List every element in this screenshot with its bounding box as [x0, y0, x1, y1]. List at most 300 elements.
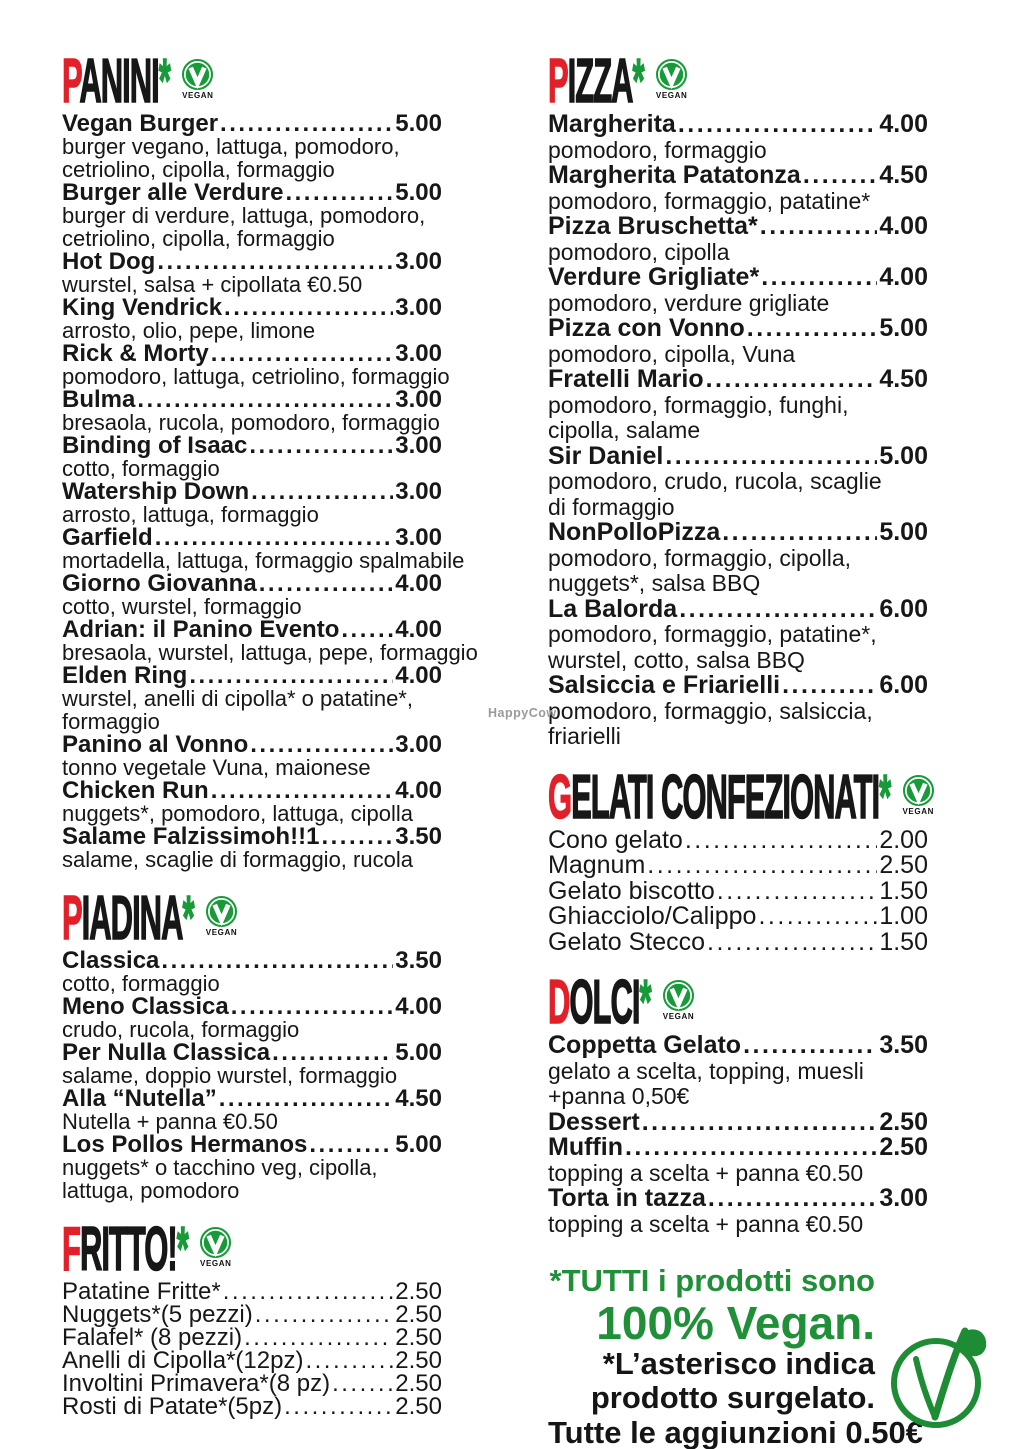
- menu-item: [62, 1395, 492, 1418]
- item-description-line: mortadella, lattuga, formaggio spalmabile: [62, 548, 465, 573]
- menu-section-piadina: [62, 884, 492, 1203]
- dot-leader: [803, 163, 877, 189]
- item-name: Adrian: il Panino Evento: [62, 616, 340, 643]
- item-description: [62, 319, 492, 342]
- item-price: 2.50: [395, 1278, 442, 1305]
- item-description: [548, 699, 988, 750]
- menu-section-fritto: [62, 1215, 492, 1420]
- dot-leader: [782, 673, 877, 699]
- menu-item: [62, 779, 492, 825]
- item-description-line: wurstel, anelli di cipolla* o patatine*,: [62, 686, 413, 711]
- item-description: [548, 622, 988, 673]
- item-row: [62, 250, 442, 273]
- item-row: [62, 1087, 442, 1110]
- item-name: Salsiccia e Friarielli: [548, 671, 781, 699]
- vegan-badge-label: VEGAN: [902, 806, 934, 816]
- item-name: Verdure Grigliate*: [548, 263, 760, 291]
- item-row: [62, 1349, 442, 1372]
- section-title-rest: IADINA: [81, 884, 183, 953]
- item-description-line: pomodoro, formaggio: [548, 136, 767, 163]
- item-name: Hot Dog: [62, 248, 156, 275]
- item-price: 3.00: [395, 294, 442, 321]
- item-description-line: burger di verdure, lattuga, pomodoro,: [62, 203, 426, 228]
- item-row: [62, 733, 442, 756]
- dot-leader: [255, 1303, 394, 1326]
- item-price: 5.00: [879, 441, 928, 470]
- item-description-line: pomodoro, verdure grigliate: [548, 289, 830, 316]
- item-name: Coppetta Gelato: [548, 1031, 742, 1059]
- item-description: [62, 972, 492, 995]
- vegan-circle-v-icon: [205, 895, 238, 928]
- dot-leader: [157, 250, 393, 273]
- item-row: [62, 1326, 442, 1349]
- item-description: [62, 1110, 492, 1133]
- menu-item: [62, 995, 492, 1041]
- item-row: [62, 572, 442, 595]
- item-name: Rick & Morty: [62, 340, 209, 367]
- menu-section-panini: [62, 47, 492, 872]
- section-title-rest: ELATI CONFEZIONATI: [571, 762, 880, 832]
- item-row: [548, 1135, 928, 1161]
- section-title-first-letter: D: [548, 968, 570, 1037]
- menu-item: [548, 265, 988, 316]
- dot-leader: [625, 1135, 877, 1161]
- item-description-line: pomodoro, formaggio, patatine*,: [548, 621, 877, 647]
- vegan-leaf-logo-icon: [886, 1321, 990, 1436]
- item-price: 4.00: [395, 993, 442, 1020]
- section-header: [548, 47, 988, 116]
- item-price: 1.50: [879, 927, 928, 956]
- item-price: 5.00: [879, 518, 928, 546]
- section-header: [62, 47, 492, 116]
- item-row: [548, 1186, 928, 1212]
- item-price: 2.50: [395, 1324, 442, 1351]
- section-title: [62, 47, 170, 116]
- item-price: 3.00: [395, 731, 442, 758]
- item-row: [62, 388, 442, 411]
- vegan-badge: [202, 895, 242, 937]
- section-title-asterisk: *: [176, 1215, 188, 1284]
- dot-leader: [678, 112, 878, 138]
- item-description: [62, 365, 492, 388]
- item-description-line: cetriolino, cipolla, formaggio: [62, 226, 335, 251]
- menu-item: [62, 342, 492, 388]
- item-description: [62, 1018, 492, 1041]
- item-price: 3.00: [395, 432, 442, 459]
- item-description: [62, 641, 492, 664]
- item-name: Meno Classica: [62, 993, 229, 1020]
- item-price: 2.50: [395, 1370, 442, 1397]
- menu-item: [548, 594, 988, 674]
- section-title-asterisk: *: [879, 762, 891, 832]
- item-name: Falafel* (8 pezzi): [62, 1324, 243, 1351]
- item-name: King Vendrick: [62, 294, 223, 321]
- item-price: 4.00: [395, 570, 442, 597]
- item-name: Los Pollos Hermanos: [62, 1131, 308, 1158]
- dot-leader: [321, 825, 393, 848]
- item-row: [62, 296, 442, 319]
- item-description-line: pomodoro, lattuga, cetriolino, formaggio: [62, 364, 450, 389]
- item-description: [62, 1064, 492, 1087]
- item-row: [548, 520, 928, 546]
- vegan-badge-label: VEGAN: [200, 1259, 232, 1268]
- item-description: [548, 240, 988, 266]
- vegan-badge-label: VEGAN: [205, 928, 238, 937]
- section-title-asterisk: *: [182, 884, 194, 953]
- item-description-line: pomodoro, crudo, rucola, scaglie: [548, 468, 882, 494]
- menu-section-dolci: [548, 968, 988, 1237]
- dot-leader: [708, 1186, 877, 1212]
- item-description-line: burger vegano, lattuga, pomodoro,: [62, 134, 400, 159]
- section-title-asterisk: *: [632, 47, 644, 116]
- item-description: [548, 291, 988, 317]
- item-row: [62, 995, 442, 1018]
- item-price: 2.50: [879, 1107, 928, 1136]
- menu-item: [62, 1303, 492, 1326]
- dot-leader: [341, 618, 393, 641]
- item-price: 3.00: [879, 1184, 928, 1212]
- item-name: Salame Falzissimoh!!1: [62, 823, 320, 850]
- item-price: 2.50: [879, 851, 928, 879]
- item-description: [548, 1059, 988, 1110]
- item-description-line: nuggets*, pomodoro, lattuga, cipolla: [62, 801, 414, 826]
- item-row: [548, 927, 928, 956]
- item-row: [548, 367, 928, 393]
- item-price: 3.00: [395, 248, 442, 275]
- dot-leader: [717, 879, 878, 905]
- item-price: 4.50: [879, 365, 928, 393]
- item-description: [62, 273, 492, 296]
- item-description-line: formaggio: [62, 709, 160, 734]
- menu-item: [62, 949, 492, 995]
- vegan-badge-label: VEGAN: [655, 91, 688, 100]
- dot-leader: [211, 342, 394, 365]
- menu-section-gelati: [548, 762, 988, 956]
- item-price: 5.00: [395, 1131, 442, 1158]
- dot-leader: [758, 904, 877, 930]
- menu-item: [548, 853, 988, 879]
- item-name: La Balorda: [548, 594, 678, 623]
- item-name: Sir Daniel: [548, 441, 664, 470]
- menu-item: [548, 1033, 988, 1110]
- item-price: 2.50: [395, 1347, 442, 1374]
- item-name: Torta in tazza: [548, 1184, 706, 1212]
- item-description-line: Nutella + panna €0.50: [62, 1109, 278, 1134]
- item-description: [548, 393, 988, 444]
- item-description-line: salame, scaglie di formaggio, rucola: [62, 847, 413, 872]
- item-description-line: friarielli: [548, 723, 621, 749]
- dot-leader: [251, 480, 393, 503]
- menu-item: [62, 664, 492, 733]
- section-items: [62, 112, 492, 871]
- section-title-first-letter: P: [62, 884, 82, 953]
- menu-item: [62, 388, 492, 434]
- item-row: [62, 1372, 442, 1395]
- menu-item: [548, 876, 988, 905]
- dot-leader: [223, 1280, 394, 1303]
- footer-asterisk-note-line1: *L’asterisco indica: [602, 1346, 875, 1381]
- menu-item: [548, 163, 988, 214]
- item-price: 3.50: [395, 823, 442, 850]
- section-header: [548, 968, 988, 1037]
- dot-leader: [219, 1087, 394, 1110]
- section-title-rest: ANINI: [79, 47, 159, 116]
- footer-asterisk-note-line2: prodotto surgelato.: [590, 1380, 875, 1415]
- item-name: Bulma: [62, 386, 136, 413]
- menu-section-pizza: [548, 47, 988, 750]
- item-row: [62, 1395, 442, 1418]
- vegan-circle-v-icon: [902, 774, 935, 807]
- section-items: [548, 1033, 988, 1237]
- item-price: 4.00: [395, 777, 442, 804]
- item-description: [62, 756, 492, 779]
- menu-item: [548, 112, 988, 163]
- menu-item: [62, 733, 492, 779]
- item-row: [62, 1041, 442, 1064]
- item-price: 3.50: [879, 1031, 928, 1059]
- dot-leader: [722, 520, 877, 546]
- item-row: [62, 342, 442, 365]
- item-description-line: cotto, formaggio: [62, 456, 220, 481]
- dot-leader: [665, 444, 877, 470]
- item-description-line: nuggets* o tacchino veg, cipolla,: [62, 1155, 378, 1180]
- item-price: 3.00: [395, 524, 442, 551]
- dot-leader: [189, 664, 393, 687]
- item-price: 2.50: [395, 1393, 442, 1420]
- item-description-line: pomodoro, formaggio, cipolla,: [548, 544, 851, 571]
- item-name: Elden Ring: [62, 662, 188, 689]
- menu-item: [62, 1041, 492, 1087]
- section-title-first-letter: G: [548, 762, 572, 832]
- item-name: Burger alle Verdure: [62, 179, 284, 206]
- item-name: Garfield: [62, 524, 153, 551]
- item-price: 5.00: [395, 179, 442, 206]
- section-items: [62, 949, 492, 1202]
- section-title-rest: OLCI: [569, 968, 640, 1037]
- item-description: [62, 411, 492, 434]
- item-name: Binding of Isaac: [62, 432, 248, 459]
- item-name: Vegan Burger: [62, 110, 219, 137]
- item-price: 4.00: [395, 616, 442, 643]
- dot-leader: [250, 733, 393, 756]
- section-header: [548, 762, 988, 832]
- item-description-line: topping a scelta + panna €0.50: [548, 1159, 864, 1186]
- section-items: [548, 825, 988, 956]
- menu-item: [62, 618, 492, 664]
- item-description-line: crudo, rucola, formaggio: [62, 1017, 300, 1042]
- item-description-line: wurstel, salsa + cipollata €0.50: [62, 272, 363, 297]
- dot-leader: [244, 1326, 393, 1349]
- section-title-first-letter: P: [62, 47, 80, 116]
- dot-leader: [137, 388, 393, 411]
- item-price: 3.50: [395, 947, 442, 974]
- menu-item: [548, 927, 988, 956]
- item-row: [548, 316, 928, 342]
- section-title-rest: RITTO!: [79, 1215, 177, 1284]
- item-price: 5.00: [395, 1039, 442, 1066]
- item-description-line: gelato a scelta, topping, muesli: [548, 1057, 864, 1084]
- section-title: [62, 1215, 188, 1284]
- dot-leader: [231, 995, 394, 1018]
- dot-leader: [332, 1372, 393, 1395]
- dot-leader: [747, 316, 878, 342]
- item-description: [548, 342, 988, 368]
- item-name: Classica: [62, 947, 160, 974]
- item-price: 5.00: [879, 314, 928, 342]
- item-description-line: lattuga, pomodoro: [62, 1178, 240, 1203]
- dot-leader: [679, 597, 877, 623]
- item-description-line: pomodoro, formaggio, patatine*: [548, 187, 871, 214]
- item-name: Per Nulla Classica: [62, 1039, 271, 1066]
- dot-leader: [220, 112, 393, 135]
- item-name: NonPolloPizza: [548, 518, 721, 546]
- dot-leader: [707, 930, 877, 956]
- item-description: [62, 549, 492, 572]
- item-row: [62, 480, 442, 503]
- dot-leader: [760, 214, 878, 240]
- menu-item: [62, 1372, 492, 1395]
- item-name: Margherita Patatonza: [548, 161, 801, 189]
- item-description-line: di formaggio: [548, 493, 675, 520]
- item-description: [62, 687, 492, 733]
- menu-item: [548, 214, 988, 265]
- item-row: [62, 1303, 442, 1326]
- item-row: [548, 163, 928, 189]
- section-items: [548, 112, 988, 750]
- menu-item: [548, 1135, 988, 1186]
- dot-leader: [272, 1041, 393, 1064]
- item-row: [62, 664, 442, 687]
- item-name: Nuggets*(5 pezzi): [62, 1301, 253, 1328]
- item-row: [548, 673, 928, 699]
- dot-leader: [743, 1033, 877, 1059]
- item-row: [62, 1133, 442, 1156]
- menu-item: [62, 825, 492, 871]
- item-description: [548, 189, 988, 215]
- item-name: Fratelli Mario: [548, 365, 704, 393]
- vegan-circle-v-icon: [662, 979, 695, 1012]
- section-title: [548, 47, 644, 116]
- dot-leader: [761, 265, 877, 291]
- item-name: Chicken Run: [62, 777, 209, 804]
- section-title-first-letter: P: [548, 47, 568, 116]
- item-description-line: topping a scelta + panna €0.50: [548, 1210, 864, 1237]
- item-name: Cono gelato: [548, 825, 683, 854]
- item-name: Margherita: [548, 110, 676, 138]
- item-price: 2.50: [395, 1301, 442, 1328]
- item-description-line: arrosto, lattuga, formaggio: [62, 502, 319, 527]
- item-description: [62, 135, 492, 181]
- item-row: [62, 434, 442, 457]
- item-description: [62, 848, 492, 871]
- item-name: Rosti di Patate*(5pz): [62, 1393, 283, 1420]
- dot-leader: [647, 853, 877, 879]
- item-description: [548, 1161, 988, 1187]
- menu-item: [548, 1186, 988, 1237]
- section-header: [62, 1215, 492, 1284]
- item-description-line: cotto, formaggio: [62, 971, 220, 996]
- item-row: [548, 904, 928, 930]
- item-price: 4.50: [879, 161, 928, 189]
- item-price: 2.00: [879, 825, 928, 854]
- item-name: Involtini Primavera*(8 pz): [62, 1370, 331, 1397]
- item-price: 1.00: [879, 902, 928, 930]
- footer-all-products-line: *TUTTI i prodotti sono: [549, 1263, 875, 1298]
- vegan-badge-label: VEGAN: [662, 1012, 695, 1021]
- item-name: Patatine Fritte*: [62, 1278, 221, 1305]
- item-price: 6.00: [879, 671, 928, 699]
- dot-leader: [259, 572, 394, 595]
- item-description-line: tonno vegetale Vuna, maionese: [62, 755, 371, 780]
- dot-leader: [161, 949, 393, 972]
- item-name: Giorno Giovanna: [62, 570, 257, 597]
- right-column: [548, 47, 988, 1449]
- vegan-badge: [898, 774, 938, 816]
- item-description-line: pomodoro, formaggio, salsiccia,: [548, 697, 873, 724]
- item-description-line: cetriolino, cipolla, formaggio: [62, 157, 335, 182]
- menu-item: [62, 250, 492, 296]
- item-description: [62, 802, 492, 825]
- item-description-line: pomodoro, formaggio, funghi,: [548, 391, 849, 418]
- dot-leader: [642, 1110, 878, 1136]
- item-price: 4.00: [879, 110, 928, 138]
- happycow-watermark: HappyCow: [488, 706, 557, 720]
- item-name: Watership Down: [62, 478, 250, 505]
- item-name: Dessert: [548, 1107, 640, 1136]
- dot-leader: [706, 367, 878, 393]
- item-row: [548, 214, 928, 240]
- item-price: 4.00: [879, 263, 928, 291]
- item-name: Pizza con Vonno: [548, 314, 745, 342]
- vegan-circle-v-icon: [199, 1226, 232, 1259]
- item-row: [548, 1107, 928, 1136]
- item-description: [62, 503, 492, 526]
- item-description-line: bresaola, rucola, pomodoro, formaggio: [62, 410, 440, 435]
- item-row: [62, 825, 442, 848]
- item-price: 3.00: [395, 478, 442, 505]
- item-description-line: nuggets*, salsa BBQ: [548, 570, 761, 596]
- menu-item: [62, 1133, 492, 1202]
- item-row: [62, 181, 442, 204]
- item-name: Alla “Nutella”: [62, 1085, 217, 1112]
- dot-leader: [249, 434, 393, 457]
- item-description: [62, 595, 492, 618]
- item-row: [62, 526, 442, 549]
- item-description: [548, 1212, 988, 1238]
- dot-leader: [309, 1133, 393, 1156]
- item-name: Gelato Stecco: [548, 927, 706, 956]
- section-title-asterisk: *: [639, 968, 651, 1037]
- menu-item: [62, 480, 492, 526]
- vegan-badge: [659, 979, 699, 1021]
- menu-item: [548, 1107, 988, 1136]
- menu-item: [548, 520, 988, 597]
- section-header: [62, 884, 492, 953]
- left-column: [62, 47, 492, 1420]
- footer-additions-line: Tutte le aggiunzioni 0.50€: [548, 1415, 923, 1449]
- item-name: Pizza Bruschetta*: [548, 212, 758, 240]
- menu-item: [62, 526, 492, 572]
- dot-leader: [155, 526, 394, 549]
- item-name: Gelato biscotto: [548, 876, 715, 905]
- item-row: [62, 618, 442, 641]
- vegan-badge: [196, 1226, 236, 1268]
- menu-item: [548, 904, 988, 930]
- vegan-badge-label: VEGAN: [182, 91, 214, 100]
- item-description: [62, 1156, 492, 1202]
- item-price: 5.00: [395, 110, 442, 137]
- item-row: [548, 876, 928, 905]
